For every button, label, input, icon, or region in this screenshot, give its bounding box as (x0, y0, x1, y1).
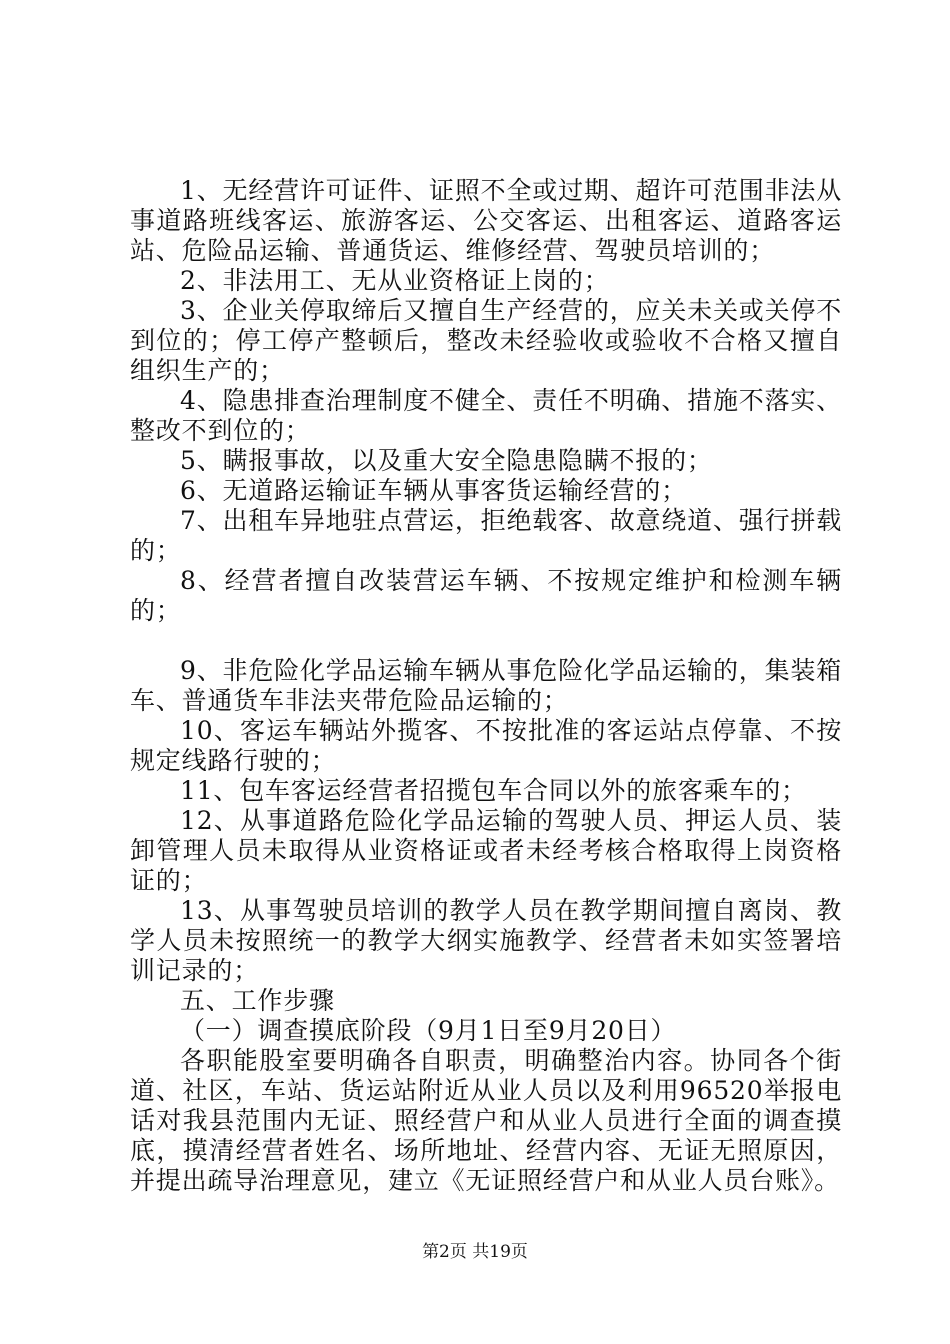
list-item-9: 9、非危险化学品运输车辆从事危险化学品运输的，集装箱车、普通货车非法夹带危险品运输的； (130, 656, 842, 715)
document-body (130, 176, 842, 1196)
list-item-10: 10、客运车辆站外揽客、不按批准的客运站点停靠、不按规定线路行驶的； (130, 716, 842, 775)
list-item-12: 12、从事道路危险化学品运输的驾驶人员、押运人员、装卸管理人员未取得从业资格证或者未经考核合格取得上岗资格证的； (130, 806, 842, 895)
list-item-8: 8、经营者擅自改装营运车辆、不按规定维护和检测车辆的； (130, 566, 842, 625)
body-paragraph: 各职能股室要明确各自职责，明确整治内容。协同各个街道、社区，车站、货运站附近从业人员以及利用96520举报电话对我县范围内无证、照经营户和从业人员进行全面的调查摸底，摸清经营者姓名、场所地址、经营内容、无证无照原因，并提出疏导治理意见，建立《无证照经营户和从业人员台账》。 (130, 1046, 842, 1195)
list-item-4: 4、隐患排查治理制度不健全、责任不明确、措施不落实、整改不到位的； (130, 386, 842, 445)
list-item-7: 7、出租车异地驻点营运，拒绝载客、故意绕道、强行拼载的； (130, 506, 842, 565)
section-heading: 五、工作步骤 (180, 986, 335, 1015)
subsection-heading: （一）调查摸底阶段（9月1日至9月20日） (180, 1016, 677, 1045)
list-item-1: 1、无经营许可证件、证照不全或过期、超许可范围非法从事道路班线客运、旅游客运、公交客运、出租客运、道路客运站、危险品运输、普通货运、维修经营、驾驶员培训的； (130, 176, 842, 265)
list-item-13: 13、从事驾驶员培训的教学人员在教学期间擅自离岗、教学人员未按照统一的教学大纲实施教学、经营者未如实签署培训记录的； (130, 896, 842, 985)
list-item-5: 5、瞒报事故，以及重大安全隐患隐瞒不报的； (180, 446, 713, 475)
list-item-2: 2、非法用工、无从业资格证上岗的； (180, 266, 610, 295)
list-item-6: 6、无道路运输证车辆从事客货运输经营的； (180, 476, 687, 505)
list-item-3: 3、企业关停取缔后又擅自生产经营的，应关未关或关停不到位的；停工停产整顿后，整改未经验收或验收不合格又擅自组织生产的； (130, 296, 842, 385)
list-item-11: 11、包车客运经营者招揽包车合同以外的旅客乘车的； (180, 776, 807, 805)
page-number: 第2页 共19页 (422, 1242, 528, 1262)
